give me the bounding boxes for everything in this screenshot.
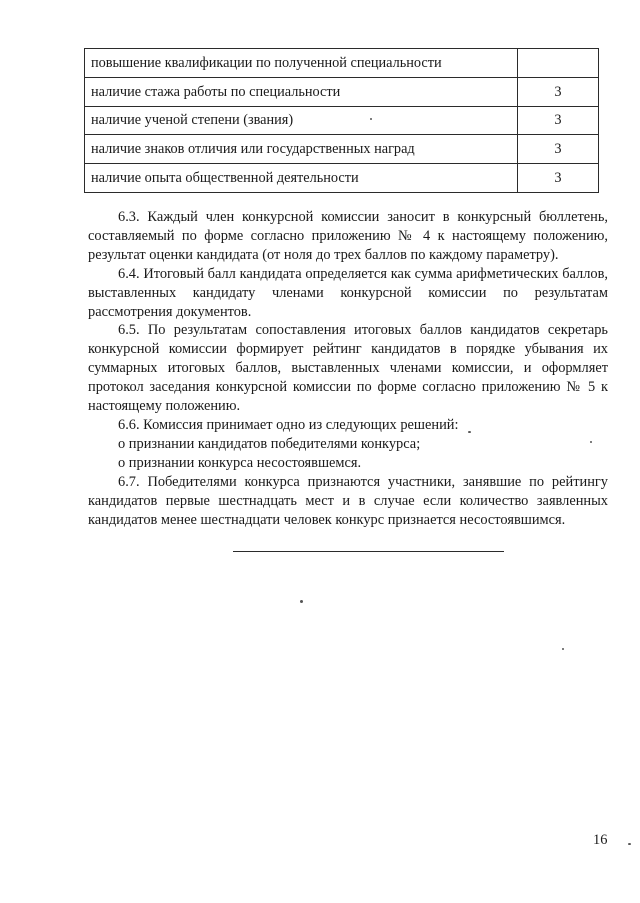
paragraph-6-3: 6.3. Каждый член конкурсной комиссии заносит в конкурсный бюллетень, составляемый по форме согласно приложению № 4 к настоящему положению, результат оценки кандидата (от ноля до трех баллов по каждому параметру). bbox=[88, 209, 608, 263]
page-number: 16 bbox=[593, 832, 608, 848]
scan-speck bbox=[300, 600, 303, 603]
table-row bbox=[85, 106, 599, 135]
scan-speck bbox=[370, 118, 372, 120]
score-cell: 3 bbox=[518, 135, 599, 164]
decision-option-2: о признании конкурса несостоявшемся. bbox=[118, 454, 362, 471]
scan-speck bbox=[468, 431, 471, 433]
paragraph-6-4: 6.4. Итоговый балл кандидата определяется как сумма арифметических баллов, выставленных кандидату членами конкурсной комиссии по результатам рассмотрения документов. bbox=[88, 265, 608, 320]
table-row bbox=[85, 135, 599, 164]
criterion-cell: наличие знаков отличия или государственных наград bbox=[85, 135, 518, 164]
table-row bbox=[85, 49, 599, 78]
criteria-table bbox=[84, 48, 599, 193]
scan-speck bbox=[628, 843, 631, 845]
body-text bbox=[88, 208, 608, 529]
criterion-cell: повышение квалификации по полученной специальности bbox=[85, 49, 518, 78]
table-row bbox=[85, 77, 599, 106]
criterion-cell: наличие ученой степени (звания) bbox=[85, 106, 518, 135]
score-cell: 3 bbox=[518, 77, 599, 106]
score-cell: 3 bbox=[518, 164, 599, 193]
paragraph-6-7: 6.7. Победителями конкурса признаются участники, занявшие по рейтингу кандидатов первые шестнадцать мест и в случае если количество заявленных кандидатов менее шестнадцати человек конкурс признается несостоявшимся. bbox=[88, 473, 608, 528]
scan-speck bbox=[590, 441, 592, 443]
paragraph-6-6: 6.6. Комиссия принимает одно из следующих решений: bbox=[118, 416, 459, 433]
score-cell: 3 bbox=[518, 106, 599, 135]
separator-line bbox=[233, 551, 504, 552]
score-cell bbox=[518, 49, 599, 78]
decision-option-1: о признании кандидатов победителями конкурса; bbox=[118, 435, 421, 452]
criterion-cell: наличие опыта общественной деятельности bbox=[85, 164, 518, 193]
paragraph-6-5: 6.5. По результатам сопоставления итоговых баллов кандидатов секретарь конкурсной комиссии формирует рейтинг кандидатов в порядке убывания их суммарных итоговых баллов, выставленных членами комиссии, и оформляет протокол заседания конкурсной комиссии по форме согласно приложению № 5 к настоящему положению. bbox=[88, 322, 608, 415]
table-row bbox=[85, 164, 599, 193]
criterion-cell: наличие стажа работы по специальности bbox=[85, 77, 518, 106]
scan-speck bbox=[562, 648, 564, 650]
